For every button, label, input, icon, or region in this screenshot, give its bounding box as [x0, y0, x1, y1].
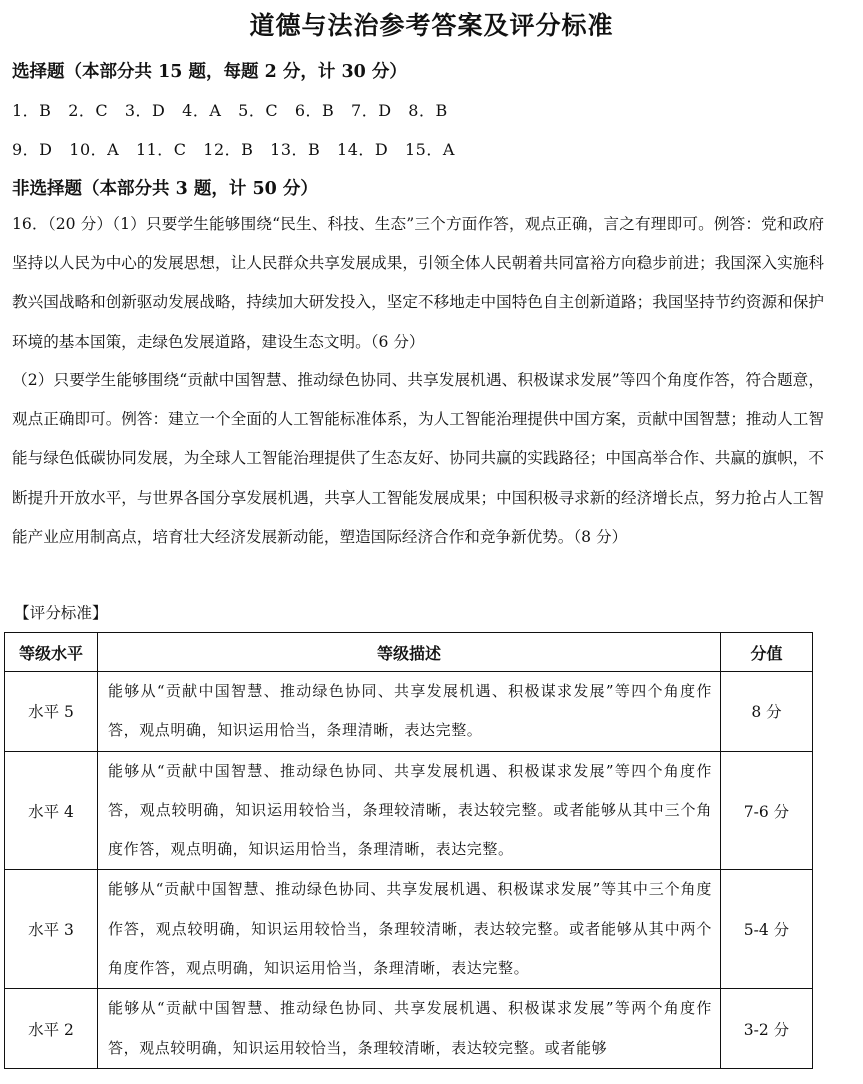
header-score: 分值 [721, 633, 813, 672]
rubric-label: 【评分标准】 [14, 604, 108, 622]
rubric-table [4, 632, 813, 1069]
score-cell: 5-4 分 [721, 870, 813, 989]
score-cell: 7-6 分 [721, 751, 813, 870]
table-row [5, 672, 813, 752]
table-row [5, 989, 813, 1069]
score-cell: 3-2 分 [721, 989, 813, 1069]
description-cell: 能够从“贡献中国智慧、推动绿色协同、共享发展机遇、积极谋求发展”等其中三个角度作答，观点较明确，知识运用较恰当，条理较清晰，表达较完整。或者能够从其中两个角度作答，观点明确，知识运用恰当，条理清晰，表达完整。 [98, 870, 721, 989]
description-cell: 能够从“贡献中国智慧、推动绿色协同、共享发展机遇、积极谋求发展”等四个角度作答，观点明确，知识运用恰当，条理清晰，表达完整。 [98, 672, 721, 752]
open-question-heading: 非选择题（本部分共 3 题，计 50 分） [12, 179, 318, 199]
answers-row-2: 9．D 10．A 11．C 12．B 13．B 14．D 15．A [12, 140, 455, 159]
score-cell: 8 分 [721, 672, 813, 752]
page-title: 道德与法治参考答案及评分标准 [249, 11, 614, 40]
multiple-choice-heading: 选择题（本部分共 15 题，每题 2 分，计 30 分） [12, 62, 407, 82]
level-cell: 水平 5 [5, 672, 98, 752]
level-cell: 水平 2 [5, 989, 98, 1069]
header-description: 等级描述 [98, 633, 721, 672]
level-cell: 水平 4 [5, 751, 98, 870]
rubric-header-row [5, 633, 813, 672]
q16-part2-paragraph: （2）只要学生能够围绕“贡献中国智慧、推动绿色协同、共享发展机遇、积极谋求发展”等四个角度作答，符合题意，观点正确即可。例答：建立一个全面的人工智能标准体系，为人工智能治理提供中国方案，贡献中国智慧；推动人工智能与绿色低碳协同发展，为全球人工智能治理提供了生态友好、协同共赢的实践路径；中国高举合作、共赢的旗帜，不断提升开放水平，与世界各国分享发展机遇，共享人工智能发展成果；中国积极寻求新的经济增长点，努力抢占人工智能产业应用制高点，培育壮大经济发展新动能，塑造国际经济合作和竞争新优势。（8 分） [12, 371, 824, 546]
description-cell: 能够从“贡献中国智慧、推动绿色协同、共享发展机遇、积极谋求发展”等两个角度作答，观点较明确，知识运用较恰当，条理较清晰，表达较完整。或者能够 [98, 989, 721, 1069]
q16-part1-paragraph: 16．（20 分）（1）只要学生能够围绕“民生、科技、生态”三个方面作答，观点正确，言之有理即可。例答：党和政府坚持以人民为中心的发展思想，让人民群众共享发展成果，引领全体人民朝着共同富裕方向稳步前进；我国深入实施科教兴国战略和创新驱动发展战略，持续加大研发投入，坚定不移地走中国特色自主创新道路；我国坚持节约资源和保护环境的基本国策，走绿色发展道路，建设生态文明。（6 分） [12, 215, 824, 351]
table-row [5, 751, 813, 870]
header-level: 等级水平 [5, 633, 98, 672]
description-cell: 能够从“贡献中国智慧、推动绿色协同、共享发展机遇、积极谋求发展”等四个角度作答，观点较明确，知识运用较恰当，条理较清晰，表达较完整。或者能够从其中三个角度作答，观点明确，知识运用恰当，条理清晰，表达完整。 [98, 751, 721, 870]
level-cell: 水平 3 [5, 870, 98, 989]
answers-row-1: 1．B 2．C 3．D 4．A 5．C 6．B 7．D 8．B [12, 101, 448, 120]
table-row [5, 870, 813, 989]
